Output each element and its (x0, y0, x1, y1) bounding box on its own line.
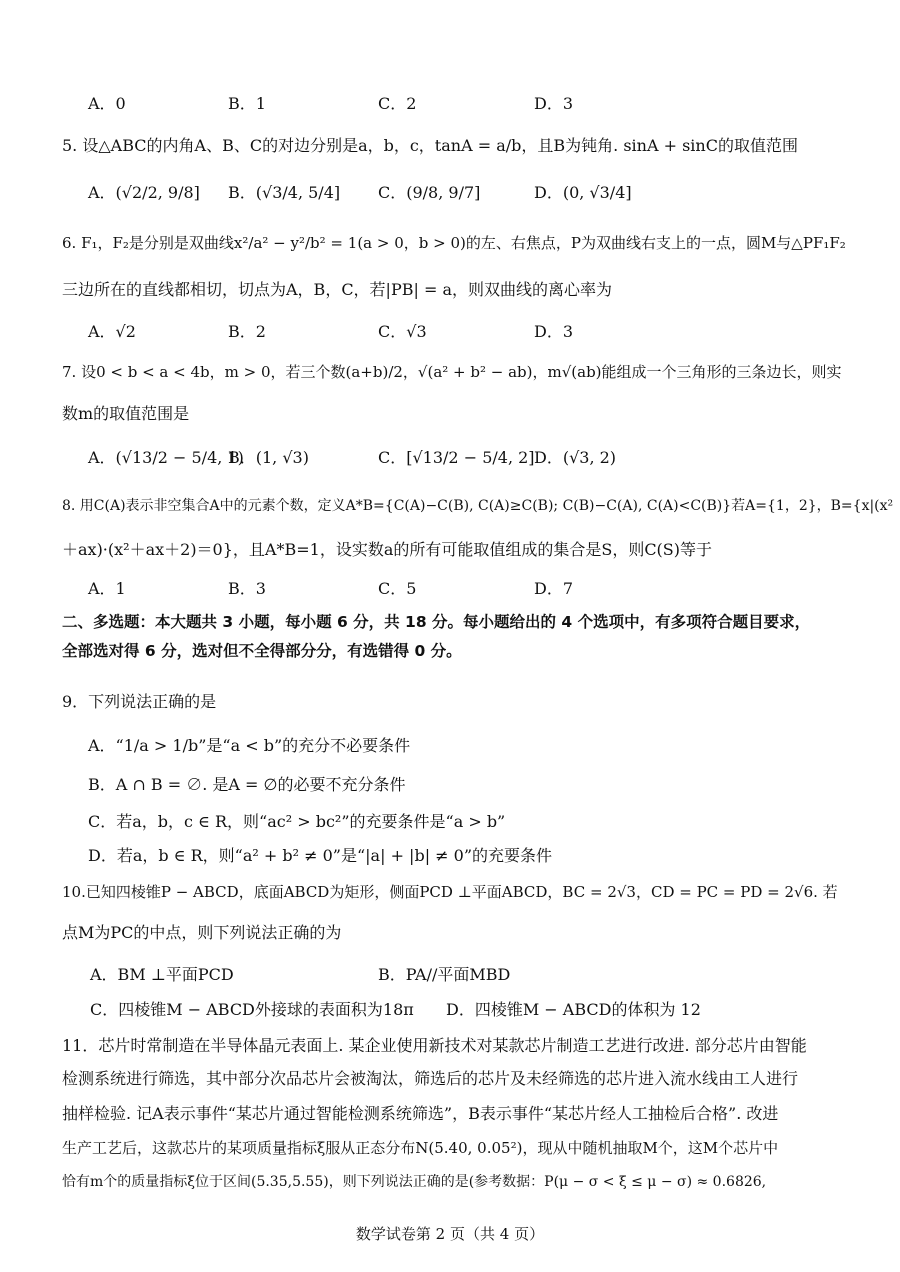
q4-option-d: D．3 (534, 94, 574, 113)
q11-line3: 抽样检验. 记A表示事件“某芯片通过智能检测系统筛选”，B表示事件“某芯片经人工抽检后合格”. 改进 (62, 1104, 779, 1123)
q8-option-b: B．3 (228, 579, 266, 598)
q10-options-row1 (88, 963, 860, 987)
q6-option-b: B．2 (228, 322, 266, 341)
section2-heading-line1: 二、多选题：本大题共 3 小题，每小题 6 分，共 18 分。每小题给出的 4 个选项中，有多项符合题目要求， (62, 613, 811, 631)
q6-stem-line2: 三边所在的直线都相切，切点为A，B，C，若|PB| = a，则双曲线的离心率为 (62, 280, 612, 299)
q8-stem-line2: ＋ax)·(x²＋ax＋2)＝0}，且A*B=1，设实数a的所有可能取值组成的集合是S，则C(S)等于 (62, 540, 713, 559)
q11-line4: 生产工艺后，这款芯片的某项质量指标ξ服从正态分布N(5.40, 0.05²)，现从中随机抽取M个，这M个芯片中 (62, 1139, 779, 1157)
q10-option-d: D．四棱锥M − ABCD的体积为 12 (446, 1000, 701, 1019)
q10-option-a: A．BM ⊥平面PCD (90, 965, 234, 984)
q4-option-b: B．1 (228, 94, 266, 113)
q5-option-a: A．(√2/2, 9/8] (88, 183, 200, 202)
q9-option-a: A．“1/a > 1/b”是“a < b”的充分不必要条件 (88, 736, 411, 755)
q4-option-c: C．2 (378, 94, 417, 113)
q10-option-c: C．四棱锥M − ABCD外接球的表面积为18π (90, 1000, 414, 1019)
q5-option-b: B．(√3/4, 5/4] (228, 183, 341, 202)
q5-stem: 5. 设△ABC的内角A、B、C的对边分别是a，b，c，tanA = a/b，且B为钝角. sinA + sinC的取值范围 (62, 136, 798, 155)
q7-option-a: A．(√13/2 − 5/4, 1) (88, 448, 244, 467)
q10-option-b: B．PA//平面MBD (378, 965, 511, 984)
q4-options (88, 92, 860, 116)
q9-option-b: B．A ∩ B = ∅. 是A = ∅的必要不充分条件 (88, 775, 406, 794)
q11-line5: 恰有m个的质量指标ξ位于区间(5.35,5.55)，则下列说法正确的是(参考数据：P(μ − σ < ξ ≤ μ − σ) ≈ 0.6826, (62, 1174, 767, 1190)
q7-options (88, 446, 860, 470)
q7-option-c: C．[√13/2 − 5/4, 2] (378, 448, 535, 467)
q6-option-a: A．√2 (88, 322, 136, 341)
q10-stem-line1: 10.已知四棱锥P − ABCD，底面ABCD为矩形，侧面PCD ⊥平面ABCD，BC = 2√3，CD = PC = PD = 2√6. 若 (62, 883, 838, 901)
q6-stem-line1: 6. F₁，F₂是分别是双曲线x²/a² − y²/b² = 1(a > 0，b > 0)的左、右焦点，P为双曲线右支上的一点，圆M与△PF₁F₂ (62, 234, 846, 252)
q9-option-d: D．若a，b ∈ R，则“a² + b² ≠ 0”是“|a| + |b| ≠ 0”的充要条件 (88, 846, 553, 865)
q6-options (88, 320, 860, 344)
q11-line1: 11．芯片时常制造在半导体晶元表面上. 某企业使用新技术对某款芯片制造工艺进行改进. 部分芯片由智能 (62, 1036, 807, 1055)
q9-option-c: C．若a，b，c ∈ R，则“ac² > bc²”的充要条件是“a > b” (88, 812, 506, 831)
q8-option-d: D．7 (534, 579, 574, 598)
q8-option-c: C．5 (378, 579, 417, 598)
section2-heading-line2: 全部选对得 6 分，选对但不全得部分分，有选错得 0 分。 (62, 642, 462, 660)
q9-stem: 9．下列说法正确的是 (62, 692, 217, 711)
q5-option-d: D．(0, √3/4] (534, 183, 632, 202)
q5-options (88, 181, 860, 205)
q8-option-a: A．1 (88, 579, 126, 598)
q8-stem-line1: 8. 用C(A)表示非空集合A中的元素个数，定义A*B={C(A)−C(B), C(A)≥C(B); C(B)−C(A), C(A)<C(B)}若A={1，2}，B={x|(x² (62, 498, 894, 514)
q11-line2: 检测系统进行筛选，其中部分次品芯片会被淘汰，筛选后的芯片及未经筛选的芯片进入流水线由工人进行 (62, 1069, 799, 1088)
q10-options-row2 (88, 998, 860, 1022)
q7-option-d: D．(√3, 2) (534, 448, 617, 467)
q7-stem-line2: 数m的取值范围是 (62, 404, 190, 423)
q8-options (88, 577, 860, 601)
q6-option-d: D．3 (534, 322, 574, 341)
q7-stem-line1: 7. 设0 < b < a < 4b，m > 0，若三个数(a+b)/2，√(a² + b² − ab)，m√(ab)能组成一个三角形的三条边长，则实 (62, 363, 842, 381)
page-footer: 数学试卷第 2 页（共 4 页） (355, 1225, 545, 1243)
q6-option-c: C．√3 (378, 322, 427, 341)
q10-stem-line2: 点M为PC的中点，则下列说法正确的为 (62, 923, 342, 942)
q7-option-b: B．(1, √3) (228, 448, 309, 467)
q4-option-a: A．0 (88, 94, 126, 113)
q5-option-c: C．(9/8, 9/7] (378, 183, 481, 202)
